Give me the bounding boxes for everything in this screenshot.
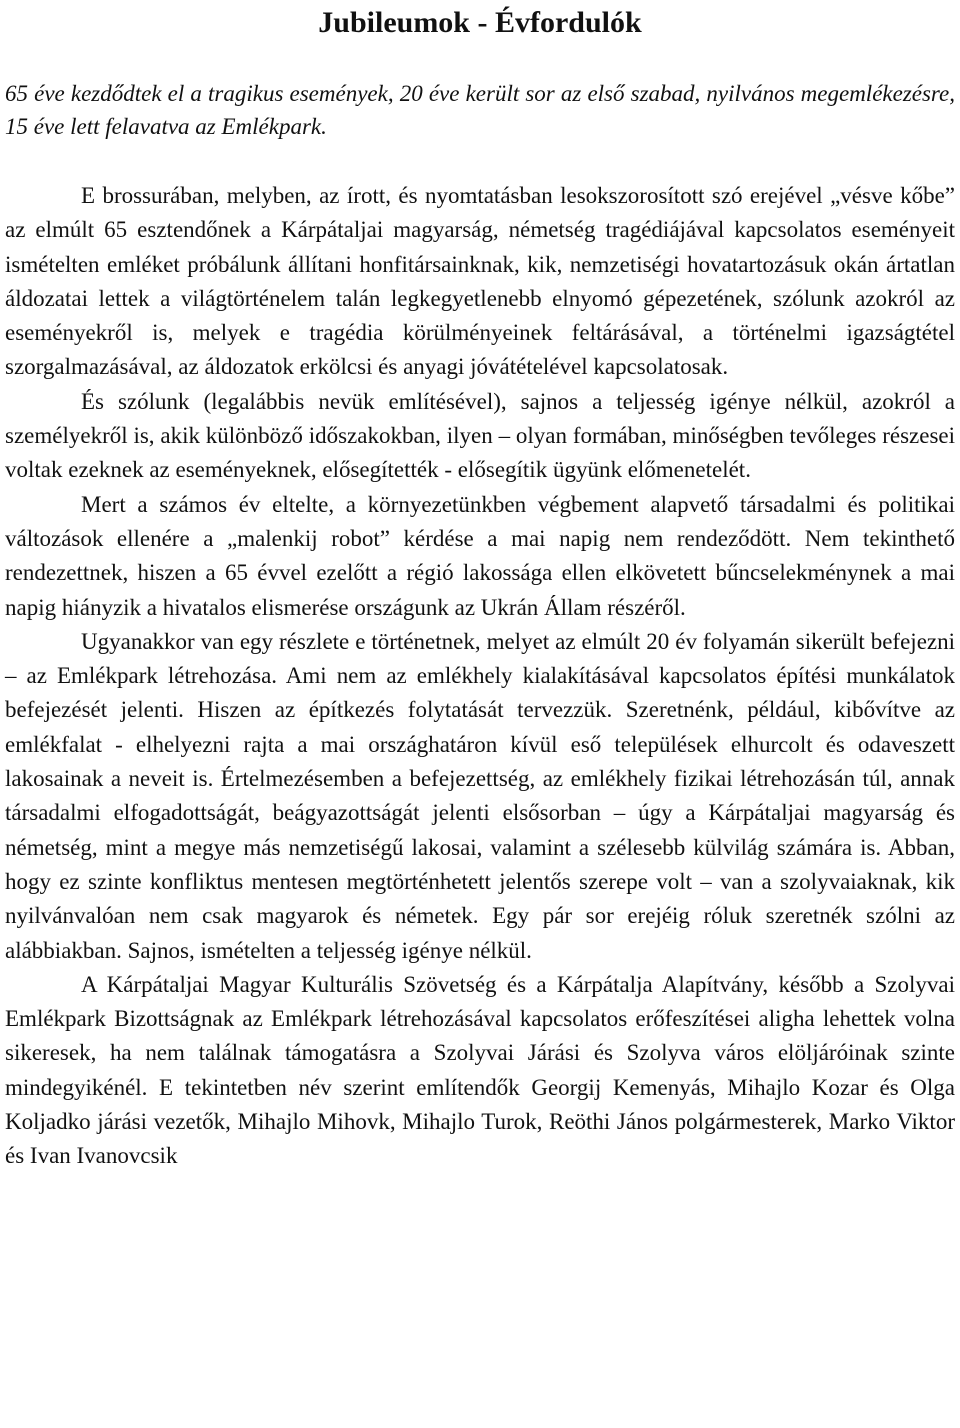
intro-paragraph: 65 éve kezdődtek el a tragikus események, 20 éve került sor az első szabad, nyilvános megemlékezésre, 15 éve lett felavatva az Emlékpark. — [5, 81, 955, 139]
document-page — [5, 0, 955, 1174]
body-paragraph-3: Mert a számos év eltelte, a környezetünkben végbement alapvető társadalmi és politikai változások ellenére a „malenkij robot” kérdése a mai napig nem rendeződött. Nem tekinthető rendezettnek, hiszen a 65 évvel ezelőtt a régió lakossága ellen elkövetett bűncselekménynek a mai napig hiányzik a hivatalos elismerése országunk az Ukrán Állam részéről. — [5, 491, 955, 620]
body-text — [5, 179, 955, 1174]
body-paragraph-5: A Kárpátaljai Magyar Kulturális Szövetség és a Kárpátalja Alapítvány, később a Szolyvai Emlékpark Bizottságnak az Emlékpark létrehozásával kapcsolatos erőfeszítései aligha lehettek volna sikeresek, ha nem találnak támogatásra a Szolyvai Járási és Szolyva város elöljáróinak szinte mindegyikénél. E tekintetben név szerint említendők Georgij Kemenyás, Mihajlo Kozar és Olga Koljadko járási vezetők, Mihajlo Mihovk, Mihajlo Turok, Reöthi János polgármesterek, Marko Viktor és Ivan Ivanovcsik — [5, 971, 955, 1169]
body-paragraph-4: Ugyanakkor van egy részlete e történetnek, melyet az elmúlt 20 év folyamán sikerült befejezni – az Emlékpark létrehozása. Ami nem az emlékhely kialakításával kapcsolatos építési munkálatok befejezését jelenti. Hiszen az építkezés folytatását tervezzük. Szeretnénk, például, kibővítve az emlékfalat - elhelyezni rajta a mai országhatáron kívül eső települések elhurcolt és odaveszett lakosainak a neveit is. Értelmezésemben a befejezettség, az emlékhely fizikai létrehozásán túl, annak társadalmi elfogadottságát, beágyazottságát jelenti elsősorban – úgy a Kárpátaljai magyarság és németség, mint a megye más nemzetiségű lakosai, valamint a szélesebb külvilág számára is. Abban, hogy ez szinte konfliktus mentesen megtörténhetett jelentős szerepe volt – van a szolyvaiaknak, kik nyilvánvalóan nem csak magyarok és németek. Egy pár sor erejéig róluk szeretnék szólni az alábbiakban. Sajnos, ismételten a teljesség igénye nélkül. — [5, 628, 955, 963]
body-paragraph-2: És szólunk (legalábbis nevük említésével), sajnos a teljesség igénye nélkül, azokról a személyekről is, akik különböző időszakokban, ilyen – olyan formában, minőségben tevőleges részesei voltak ezeknek az eseményeknek, elősegítették - elősegítik ügyünk előmenetelét. — [5, 388, 955, 483]
page-title: Jubileumok - Évfordulók — [318, 6, 642, 39]
body-paragraph-1: E brossurában, melyben, az írott, és nyomtatásban lesokszorosított szó erejével „vésve kőbe” az elmúlt 65 esztendőnek a Kárpátaljai magyarság, németség tragédiájával kapcsolatos eseményeit ismételten emléket próbálunk állítani honfitársainknak, kik, nemzetiségi hovatartozásuk okán ártatlan áldozatai lettek a világtörténelem talán legkegyetlenebb elnyomó gépezetének, szólunk azokról az eseményekről is, melyek e tragédia körülményeinek feltárásával, a történelmi igazságtétel szorgalmazásával, az áldozatok erkölcsi és anyagi jóvátételével kapcsolatosak. — [5, 183, 955, 380]
